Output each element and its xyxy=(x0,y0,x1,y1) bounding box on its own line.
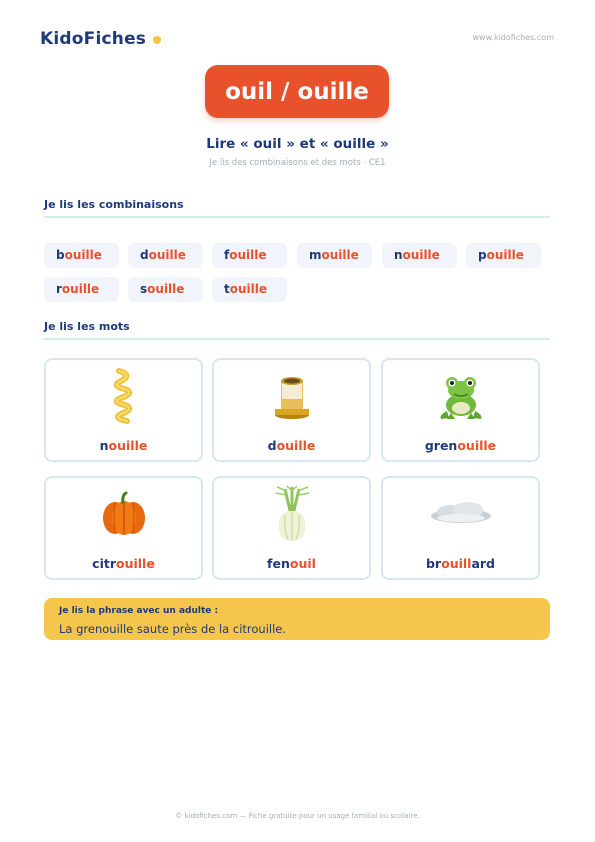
page-title: ouil / ouille xyxy=(225,78,369,105)
page-title-badge xyxy=(205,65,389,118)
section-title-combinations: Je lis les combinaisons xyxy=(44,198,184,211)
phrase-text: La grenouille saute près de la citrouille. xyxy=(59,622,287,636)
combination-chip: douille xyxy=(128,243,203,268)
word-label: citrouille xyxy=(92,556,155,571)
combination-chip: touille xyxy=(212,277,287,302)
page-footer: © kidofiches.com — Fiche gratuite pour un usage familial ou scolaire. xyxy=(175,812,420,820)
word-card xyxy=(44,476,203,580)
word-card xyxy=(381,476,540,580)
fog-cloud-icon xyxy=(383,484,538,544)
section-divider xyxy=(44,216,550,218)
combination-chip: souille xyxy=(128,277,203,302)
worksheet-subtitle: Lire « ouil » et « ouille » xyxy=(206,136,389,152)
worksheet-level: Je lis des combinaisons et des mots · CE1 xyxy=(209,158,386,168)
combination-chip: bouille xyxy=(44,243,119,268)
site-url: www.kidofiches.com xyxy=(472,33,554,42)
pasta-noodle-icon xyxy=(46,366,201,426)
frog-icon xyxy=(383,366,538,426)
word-card xyxy=(212,358,371,462)
word-card xyxy=(212,476,371,580)
word-label: douille xyxy=(267,438,316,453)
word-label: grenouille xyxy=(424,438,497,453)
combination-chip: fouille xyxy=(212,243,287,268)
phrase-box xyxy=(44,598,550,640)
combination-chip: pouille xyxy=(466,243,541,268)
word-card xyxy=(381,358,540,462)
combination-chip: nouille xyxy=(382,243,457,268)
phrase-label: Je lis la phrase avec un adulte : xyxy=(59,606,219,616)
combination-chip: mouille xyxy=(297,243,372,268)
section-title-words: Je lis les mots xyxy=(44,320,130,333)
word-label: nouille xyxy=(99,438,148,453)
word-label: fenouil xyxy=(267,556,316,571)
word-label: brouillard xyxy=(425,556,496,571)
section-divider xyxy=(44,338,550,340)
socket-douille-icon xyxy=(214,366,369,426)
logo-dot-icon xyxy=(153,36,161,44)
word-card xyxy=(44,358,203,462)
fennel-icon xyxy=(214,484,369,544)
site-logo: KidoFiches xyxy=(40,29,147,49)
combination-chip: rouille xyxy=(44,277,119,302)
pumpkin-icon xyxy=(46,484,201,544)
